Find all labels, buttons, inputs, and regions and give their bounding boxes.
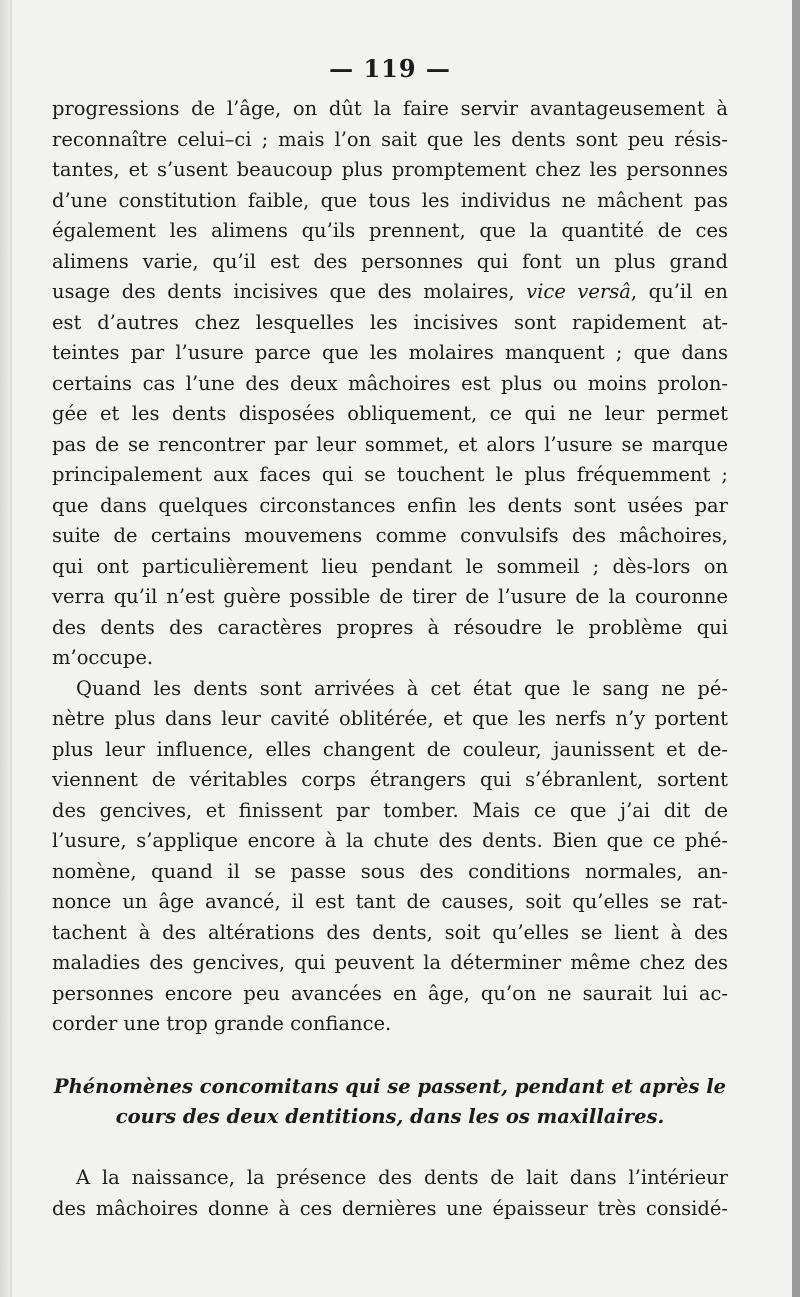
text-line: teintes par l’usure parce que les molaires manquent ; que dans — [52, 341, 728, 364]
text-line: pas de se rencontrer par leur sommet, et alors l’usure se marque — [52, 432, 728, 456]
paragraph-continuation — [52, 94, 728, 1040]
text-line: maladies des gencives, qui peuvent la déterminer même chez des — [52, 951, 728, 974]
text-line: m’occupe. — [52, 646, 154, 669]
text-line: personnes encore peu avancées en âge, qu’on ne saurait lui ac- — [52, 981, 728, 1005]
heading-line: cours des deux dentitions, dans les os maxillaires. — [115, 1105, 665, 1128]
text-line: qui ont particulièrement lieu pendant le sommeil ; dès-lors on — [52, 554, 728, 578]
text-line: corder une trop grande confiance. — [52, 1012, 392, 1035]
text-line: verra qu’il n’est guère possible de tirer de l’usure de la couronne — [52, 585, 728, 608]
text-line: également les alimens qu’ils prennent, que la quantité de ces — [52, 219, 728, 242]
italic-phrase: vice versâ — [526, 280, 631, 303]
text-line: usage des dents incisives que des molaires, vice versâ, qu’il en — [52, 280, 728, 303]
text-line-paragraph-start: A la naissance, la présence des dents de lait dans l’intérieur — [76, 1166, 728, 1189]
page-number: — 119 — — [329, 54, 451, 83]
text-line: des gencives, et finissent par tomber. Mais ce que j’ai dit de — [52, 798, 728, 822]
text-line: tantes, et s’usent beaucoup plus promptement chez les personnes — [52, 158, 728, 181]
text-line: viennent de véritables corps étrangers qui s’ébranlent, sortent — [52, 768, 728, 791]
text-line: reconnaître celui–ci ; mais l’on sait que les dents sont peu résis- — [52, 127, 728, 151]
text-line: l’usure, s’applique encore à la chute des dents. Bien que ce phé- — [52, 829, 728, 852]
text-line: nètre plus dans leur cavité oblitérée, et que les nerfs n’y portent — [52, 707, 728, 730]
text-line: suite de certains mouvemens comme convulsifs des mâchoires, — [52, 524, 728, 547]
text-line: nonce un âge avancé, il est tant de causes, soit qu’elles se rat- — [52, 890, 728, 913]
section-heading — [52, 1072, 728, 1132]
text-line: progressions de l’âge, on dût la faire servir avantageusement à — [52, 97, 728, 120]
text-line: que dans quelques circonstances enfin les dents sont usées par — [52, 493, 728, 517]
text-line: d’une constitution faible, que tous les individus ne mâchent pas — [52, 188, 728, 212]
text-line: alimens varie, qu’il est des personnes qui font un plus grand — [52, 249, 728, 273]
text-line: nomène, quand il se passe sous des conditions normales, an- — [52, 859, 728, 883]
heading-line: Phénomènes concomitans qui se passent, pendant et après le — [53, 1075, 727, 1098]
text-line: des dents des caractères propres à résoudre le problème qui — [52, 615, 728, 639]
text-line-paragraph-start: Quand les dents sont arrivées à cet état que le sang ne pé- — [76, 676, 728, 700]
text-line: tachent à des altérations des dents, soit qu’elles se lient à des — [52, 920, 728, 944]
text-line: est d’autres chez lesquelles les incisives sont rapidement at- — [52, 310, 728, 334]
paragraph-new-section — [52, 1163, 728, 1224]
text-line: certains cas l’une des deux mâchoires est plus ou moins prolon- — [52, 371, 728, 395]
text-line: plus leur influence, elles changent de couleur, jaunissent et de- — [52, 737, 728, 761]
text-line: des mâchoires donne à ces dernières une épaisseur très considé- — [52, 1196, 728, 1220]
text-line: principalement aux faces qui se touchent le plus fréquemment ; — [52, 463, 728, 486]
page-gutter-shadow — [10, 0, 12, 1297]
text-line: gée et les dents disposées obliquement, ce qui ne leur permet — [52, 402, 728, 425]
